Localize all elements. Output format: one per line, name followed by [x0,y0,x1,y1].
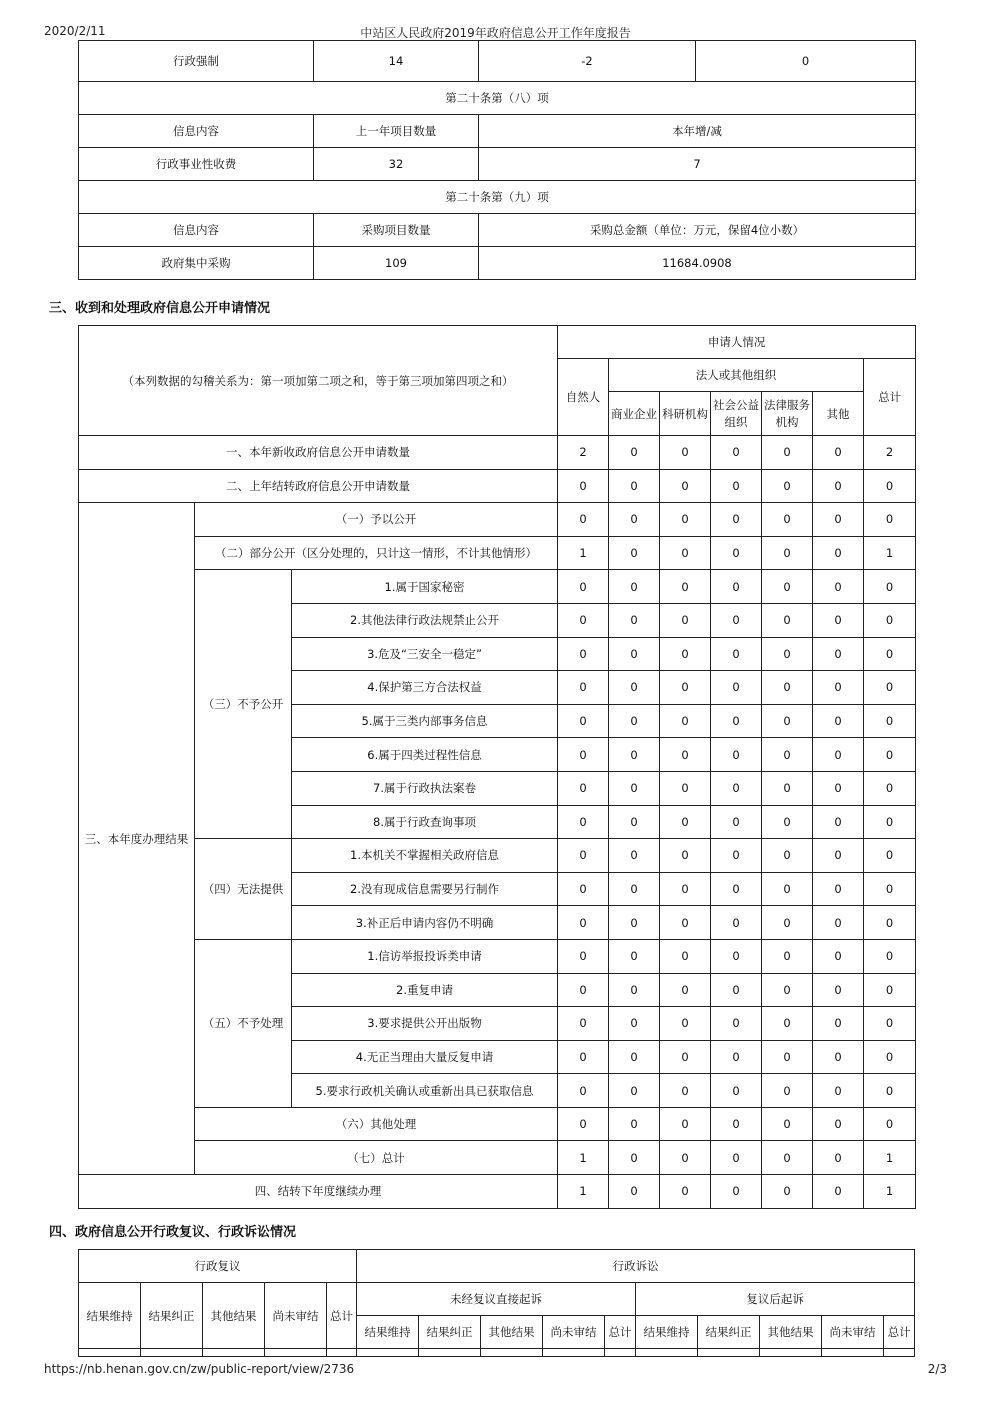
value-cell: 0 [813,1175,864,1209]
value-cell: 0 [660,536,711,570]
value-cell: 0 [660,704,711,738]
legal-entity-header: 法人或其他组织 [609,359,864,392]
value-cell: 2 [558,436,609,470]
sec9-row-count: 109 [314,247,479,280]
value-cell: 0 [660,603,711,637]
value-cell: 0 [762,671,813,705]
row-label: 2.其他法律行政法规禁止公开 [292,603,558,637]
value-cell: 0 [762,973,813,1007]
page-number: 2/3 [927,1362,947,1376]
table-row [79,839,916,873]
cell-enforce-label: 行政强制 [79,41,314,82]
value-cell: 0 [660,637,711,671]
sub-other: 其他 [813,392,864,436]
value-cell: 0 [813,570,864,604]
review-col-pending: 尚未审结 [265,1283,327,1349]
sec8-row-label: 行政事业性收费 [79,148,314,181]
sec8-row-prev: 32 [314,148,479,181]
value-cell: 0 [813,503,864,537]
row-label: （一）予以公开 [195,503,558,537]
sec9-head-amount: 采购总金额（单位：万元，保留4位小数） [479,214,916,247]
value-cell: 0 [864,469,916,503]
table-row [79,1107,916,1141]
value-cell: 0 [711,906,762,940]
value-cell: 0 [813,1141,864,1175]
direct-col-other: 其他结果 [481,1316,543,1349]
value-cell: 0 [864,839,916,873]
value-cell: 0 [762,1175,813,1209]
sec9-row-label: 政府集中采购 [79,247,314,280]
cell-enforce-v2: -2 [479,41,696,82]
value-cell: 0 [762,436,813,470]
value-cell: 0 [558,771,609,805]
table-row [79,1175,916,1209]
after-col-correct: 结果纠正 [698,1316,760,1349]
value-cell: 0 [864,1074,916,1108]
value-cell: 0 [762,738,813,772]
value-cell: 0 [864,503,916,537]
value-cell: 0 [711,939,762,973]
value-cell: 0 [558,973,609,1007]
value-cell: 0 [558,1040,609,1074]
value-cell: 0 [660,1040,711,1074]
value-cell: 0 [864,738,916,772]
review-col-correct: 结果纠正 [141,1283,203,1349]
value-cell: 0 [762,939,813,973]
value-cell: 0 [813,1007,864,1041]
value-cell: 0 [558,503,609,537]
table-row [79,469,916,503]
value-cell: 0 [762,704,813,738]
value-cell: 0 [813,872,864,906]
value-cell: 0 [609,704,660,738]
value-cell: 0 [813,805,864,839]
row-label: （六）其他处理 [195,1107,558,1141]
value-cell: 0 [711,973,762,1007]
row-label: 6.属于四类过程性信息 [292,738,558,772]
value-cell: 0 [660,939,711,973]
document-title: 中站区人民政府2019年政府信息公开工作年度报告 [360,26,631,40]
value-cell: 0 [762,906,813,940]
row-label: 2.没有现成信息需要另行制作 [292,872,558,906]
value-cell: 0 [813,973,864,1007]
direct-col-correct: 结果纠正 [419,1316,481,1349]
value-cell: 0 [711,503,762,537]
value-cell: 0 [864,570,916,604]
value-cell: 0 [762,805,813,839]
value-cell: 0 [558,1074,609,1108]
value-cell: 0 [864,671,916,705]
after-review-header: 复议后起诉 [636,1283,915,1316]
applicant-header: 申请人情况 [558,326,916,359]
value-cell: 0 [711,1040,762,1074]
row-label: 2.重复申请 [292,973,558,1007]
value-cell: 0 [711,603,762,637]
litigation-header: 行政诉讼 [357,1250,915,1283]
row-label: 8.属于行政查询事项 [292,805,558,839]
page-url: https://nb.henan.gov.cn/zw/public-report/view/2736 [44,1362,355,1376]
value-cell: 0 [660,906,711,940]
value-cell: 0 [660,771,711,805]
section3-heading: 三、收到和处理政府信息公开申请情况 [49,301,271,316]
value-cell: 0 [762,603,813,637]
value-cell: 0 [558,1107,609,1141]
value-cell: 0 [609,536,660,570]
sec8-title: 第二十条第（八）项 [79,82,916,115]
value-cell: 1 [558,1141,609,1175]
value-cell: 0 [609,503,660,537]
sub-public-welfare: 社会公益 组织 [711,392,762,436]
value-cell: 0 [813,839,864,873]
value-cell: 0 [609,637,660,671]
row-label: 3.危及“三安全一稳定” [292,637,558,671]
value-cell: 0 [864,637,916,671]
value-cell: 0 [762,1007,813,1041]
value-cell: 0 [813,906,864,940]
value-cell: 0 [813,1040,864,1074]
group-unable: （四）无法提供 [195,839,292,940]
review-col-total: 总计 [327,1283,357,1349]
value-cell: 0 [660,839,711,873]
sub-legal-service: 法律服务 机构 [762,392,813,436]
value-cell: 0 [813,704,864,738]
value-cell: 0 [864,603,916,637]
row-label: 一、本年新收政府信息公开申请数量 [79,436,558,470]
value-cell: 0 [609,1040,660,1074]
value-cell: 0 [609,1141,660,1175]
value-cell: 0 [558,469,609,503]
value-cell: 0 [558,1007,609,1041]
value-cell: 0 [711,1141,762,1175]
sec9-row-amount: 11684.0908 [479,247,916,280]
value-cell: 0 [711,872,762,906]
value-cell: 0 [558,603,609,637]
value-cell: 0 [813,671,864,705]
value-cell: 0 [711,637,762,671]
value-cell: 0 [762,1040,813,1074]
sec8-head-prev: 上一年项目数量 [314,115,479,148]
value-cell: 0 [609,1007,660,1041]
value-cell: 0 [711,671,762,705]
value-cell: 0 [660,1175,711,1209]
value-cell: 0 [609,469,660,503]
value-cell: 0 [813,469,864,503]
sec9-title: 第二十条第（九）项 [79,181,916,214]
group-refuse: （三）不予公开 [195,570,292,839]
row-label: 3.要求提供公开出版物 [292,1007,558,1041]
value-cell: 0 [711,436,762,470]
row-label: 3.补正后申请内容仍不明确 [292,906,558,940]
value-cell: 0 [864,1040,916,1074]
table-row [79,503,916,537]
after-col-other: 其他结果 [760,1316,822,1349]
value-cell: 0 [762,536,813,570]
row-label: 1.信访举报投诉类申请 [292,939,558,973]
value-cell: 0 [660,1107,711,1141]
row-label: 四、结转下年度继续办理 [79,1175,558,1209]
value-cell: 0 [609,805,660,839]
value-cell: 0 [813,536,864,570]
value-cell: 0 [711,570,762,604]
value-cell: 0 [660,738,711,772]
value-cell: 0 [762,872,813,906]
value-cell: 0 [609,973,660,1007]
value-cell: 0 [609,839,660,873]
value-cell: 0 [762,1141,813,1175]
note-cell: （本列数据的勾稽关系为：第一项加第二项之和，等于第三项加第四项之和） [79,326,558,436]
sec9-head-content: 信息内容 [79,214,314,247]
value-cell: 0 [711,738,762,772]
value-cell: 0 [558,570,609,604]
sub-research: 科研机构 [660,392,711,436]
review-col-maintain: 结果维持 [79,1283,141,1349]
direct-col-pending: 尚未审结 [543,1316,605,1349]
value-cell: 0 [813,738,864,772]
value-cell: 0 [813,637,864,671]
value-cell: 0 [711,839,762,873]
row-label: （二）部分公开（区分处理的，只计这一情形，不计其他情形） [195,536,558,570]
value-cell: 1 [558,1175,609,1209]
value-cell: 0 [558,906,609,940]
value-cell: 0 [609,603,660,637]
section4-heading: 四、政府信息公开行政复议、行政诉讼情况 [49,1225,297,1240]
row-label: 5.要求行政机关确认或重新出具已获取信息 [292,1074,558,1108]
value-cell: 0 [813,436,864,470]
table-row [79,436,916,470]
value-cell: 0 [762,503,813,537]
table-row [79,570,916,604]
direct-col-maintain: 结果维持 [357,1316,419,1349]
sec8-head-content: 信息内容 [79,115,314,148]
value-cell: 0 [813,939,864,973]
table-row [79,939,916,973]
value-cell: 0 [711,1107,762,1141]
value-cell: 1 [864,1175,916,1209]
value-cell: 0 [762,637,813,671]
value-cell: 0 [864,704,916,738]
value-cell: 0 [813,603,864,637]
after-col-maintain: 结果维持 [636,1316,698,1349]
row-label: 1.属于国家秘密 [292,570,558,604]
value-cell: 0 [762,570,813,604]
value-cell: 0 [660,469,711,503]
value-cell: 0 [864,872,916,906]
after-col-total: 总计 [884,1316,915,1349]
value-cell: 0 [660,1074,711,1108]
value-cell: 0 [762,1074,813,1108]
value-cell: 0 [609,872,660,906]
natural-person-header: 自然人 [558,359,609,436]
row-label: 4.保护第三方合法权益 [292,671,558,705]
row-label: 1.本机关不掌握相关政府信息 [292,839,558,873]
value-cell: 0 [711,536,762,570]
sec9-head-count: 采购项目数量 [314,214,479,247]
row-label: （七）总计 [195,1141,558,1175]
sec8-head-change: 本年增/减 [479,115,916,148]
value-cell: 2 [864,436,916,470]
value-cell: 0 [660,570,711,604]
value-cell: 0 [558,671,609,705]
value-cell: 0 [660,503,711,537]
cell-enforce-v3: 0 [696,41,916,82]
value-cell: 0 [558,872,609,906]
value-cell: 0 [609,1107,660,1141]
value-cell: 0 [609,771,660,805]
value-cell: 0 [813,771,864,805]
value-cell: 0 [864,906,916,940]
value-cell: 0 [558,637,609,671]
value-cell: 0 [660,671,711,705]
direct-col-total: 总计 [605,1316,636,1349]
value-cell: 0 [558,839,609,873]
value-cell: 0 [864,939,916,973]
value-cell: 0 [864,805,916,839]
value-cell: 0 [558,704,609,738]
value-cell: 0 [558,939,609,973]
value-cell: 0 [660,436,711,470]
value-cell: 0 [660,1007,711,1041]
direct-suit-header: 未经复议直接起诉 [357,1283,636,1316]
value-cell: 0 [609,1175,660,1209]
value-cell: 0 [813,1107,864,1141]
value-cell: 0 [711,1074,762,1108]
value-cell: 0 [762,1107,813,1141]
sub-commercial: 商业企业 [609,392,660,436]
review-header: 行政复议 [79,1250,357,1283]
value-cell: 0 [609,671,660,705]
top-table [78,40,916,280]
table-row [79,536,916,570]
value-cell: 0 [609,939,660,973]
value-cell: 0 [711,1007,762,1041]
row-label: 4.无正当理由大量反复申请 [292,1040,558,1074]
total-header: 总计 [864,359,916,436]
value-cell: 0 [609,906,660,940]
sec8-row-change: 7 [479,148,916,181]
review-col-other: 其他结果 [203,1283,265,1349]
value-cell: 0 [762,839,813,873]
value-cell: 0 [609,436,660,470]
table-row [79,1141,916,1175]
value-cell: 0 [660,872,711,906]
value-cell: 0 [609,1074,660,1108]
value-cell: 0 [711,805,762,839]
cell-enforce-v1: 14 [314,41,479,82]
value-cell: 0 [558,738,609,772]
review-litigation-table [78,1249,915,1357]
value-cell: 0 [813,1074,864,1108]
value-cell: 0 [864,771,916,805]
row-label: 5.属于三类内部事务信息 [292,704,558,738]
value-cell: 0 [711,771,762,805]
value-cell: 0 [660,1141,711,1175]
applications-table [78,325,916,1209]
value-cell: 0 [864,1007,916,1041]
value-cell: 0 [711,704,762,738]
row-label: 7.属于行政执法案卷 [292,771,558,805]
group-results: 三、本年度办理结果 [79,503,195,1175]
value-cell: 0 [711,469,762,503]
value-cell: 0 [660,973,711,1007]
print-date: 2020/2/11 [44,24,106,38]
value-cell: 0 [660,805,711,839]
value-cell: 0 [762,771,813,805]
value-cell: 1 [864,536,916,570]
value-cell: 0 [864,1107,916,1141]
value-cell: 1 [864,1141,916,1175]
value-cell: 0 [864,973,916,1007]
value-cell: 0 [711,1175,762,1209]
row-label: 二、上年结转政府信息公开申请数量 [79,469,558,503]
value-cell: 0 [558,805,609,839]
value-cell: 0 [609,738,660,772]
value-cell: 0 [762,469,813,503]
value-cell: 1 [558,536,609,570]
value-cell: 0 [609,570,660,604]
after-col-pending: 尚未审结 [822,1316,884,1349]
group-no-process: （五）不予处理 [195,939,292,1107]
